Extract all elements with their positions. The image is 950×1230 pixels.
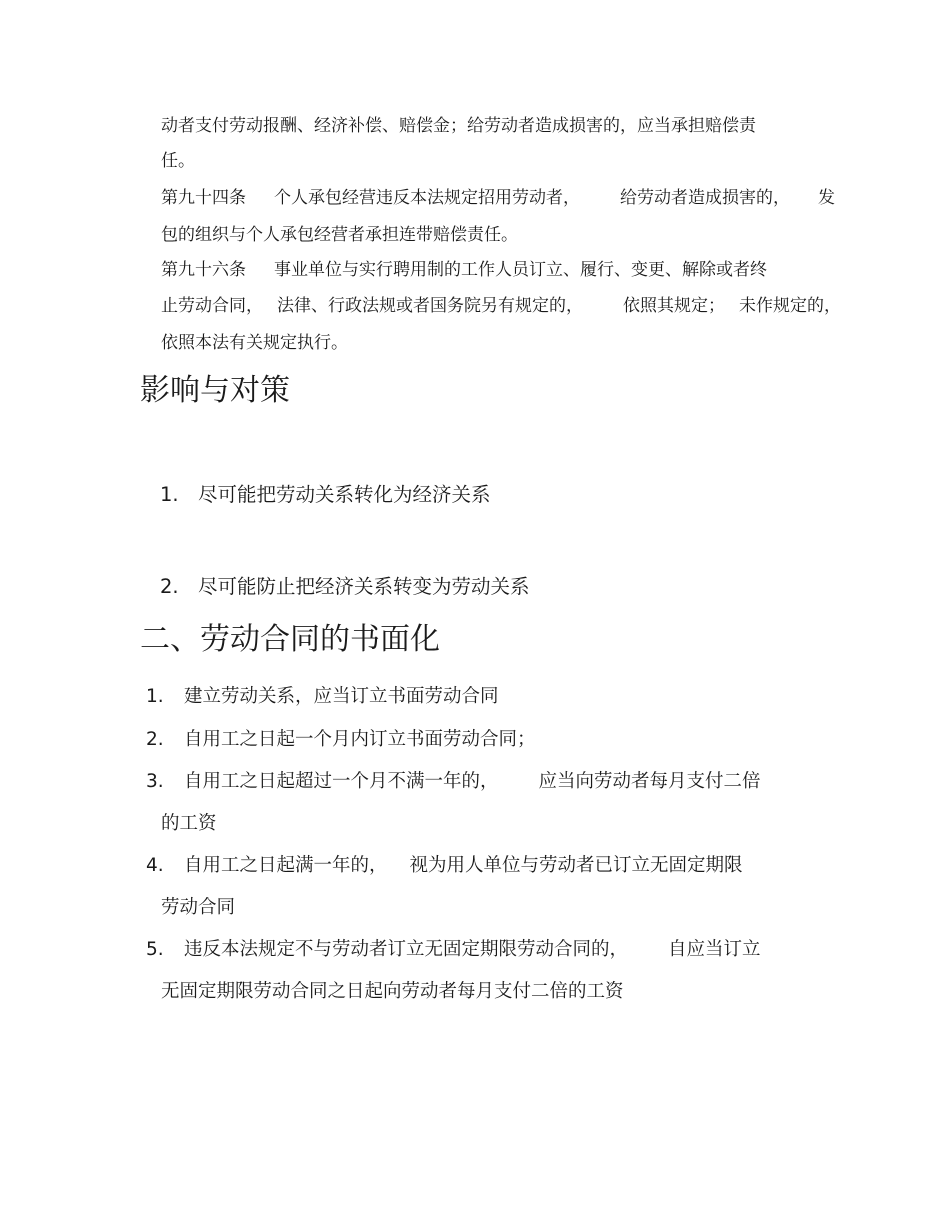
article-96-title: 第九十六条 xyxy=(161,260,246,280)
list-item-number: 2. xyxy=(160,575,179,598)
article-96-text-b: 止劳动合同， xyxy=(161,296,263,316)
article-96-text-d: 依照其规定； xyxy=(623,296,725,316)
list-item-number: 2. xyxy=(146,729,164,750)
list-item-wrap: 无固定期限劳动合同之日起向劳动者每月支付二倍的工资 xyxy=(161,981,624,1002)
article-96-line xyxy=(161,262,767,279)
list-item-text: 自用工之日起超过一个月不满一年的， xyxy=(184,771,499,792)
list-item xyxy=(146,941,761,960)
list-item-number: 5. xyxy=(146,939,164,960)
list-item-wrap: 的工资 xyxy=(161,813,217,834)
article-94-line-2 xyxy=(161,227,518,244)
article-94-title: 第九十四条 xyxy=(161,188,246,208)
article-96-line-3 xyxy=(161,335,348,352)
list-item xyxy=(160,577,530,597)
article-94-line xyxy=(161,190,835,207)
list-item-text: 违反本法规定不与劳动者订立无固定期限劳动合同的， xyxy=(184,939,629,960)
article-96-continuation: 依照本法有关规定执行。 xyxy=(161,333,348,353)
list-item-text-continued: 自应当订立 xyxy=(668,939,761,960)
article-text-line xyxy=(161,153,195,170)
list-item-number: 1. xyxy=(146,686,164,707)
article-96-text-a: 事业单位与实行聘用制的工作人员订立、履行、变更、解除或者终 xyxy=(274,260,767,280)
list-item-text: 尽可能把劳动关系转化为经济关系 xyxy=(198,483,491,506)
article-line-1: 动者支付劳动报酬、经济补偿、赔偿金；给劳动者造成损害的，应当承担赔偿责 xyxy=(161,116,756,136)
article-96-text-c: 法律、行政法规或者国务院另有规定的， xyxy=(277,296,583,316)
article-94-text-a: 个人承包经营违反本法规定招用劳动者， xyxy=(274,188,580,208)
list-item xyxy=(146,688,499,707)
list-item-number: 1. xyxy=(160,483,179,506)
article-96-line-2 xyxy=(161,298,841,315)
section-heading-impact: 影响与对策 xyxy=(140,373,290,408)
article-text-line xyxy=(161,118,756,135)
list-item-text: 自用工之日起满一年的， xyxy=(184,855,388,876)
list-item xyxy=(146,731,536,750)
list-item-number: 4. xyxy=(146,855,164,876)
list-item xyxy=(146,773,761,792)
list-item xyxy=(160,485,491,505)
article-94-continuation: 包的组织与个人承包经营者承担连带赔偿责任。 xyxy=(161,225,518,245)
list-item-text: 自用工之日起一个月内订立书面劳动合同； xyxy=(184,729,536,750)
list-item-number: 3. xyxy=(146,771,164,792)
article-line-2: 任。 xyxy=(161,151,195,171)
article-94-text-c: 发 xyxy=(818,188,835,208)
list-item-text: 尽可能防止把经济关系转变为劳动关系 xyxy=(198,575,530,598)
article-96-text-e: 未作规定的， xyxy=(739,296,841,316)
list-item-text-continued: 视为用人单位与劳动者已订立无固定期限 xyxy=(409,855,743,876)
list-item-text-continued: 应当向劳动者每月支付二倍 xyxy=(538,771,761,792)
list-item xyxy=(146,857,743,876)
article-94-text-b: 给劳动者造成损害的， xyxy=(620,188,790,208)
list-item-text: 建立劳动关系，应当订立书面劳动合同 xyxy=(184,686,499,707)
section-heading-written-contract: 二、劳动合同的书面化 xyxy=(140,622,440,657)
list-item-wrap: 劳动合同 xyxy=(161,897,236,918)
